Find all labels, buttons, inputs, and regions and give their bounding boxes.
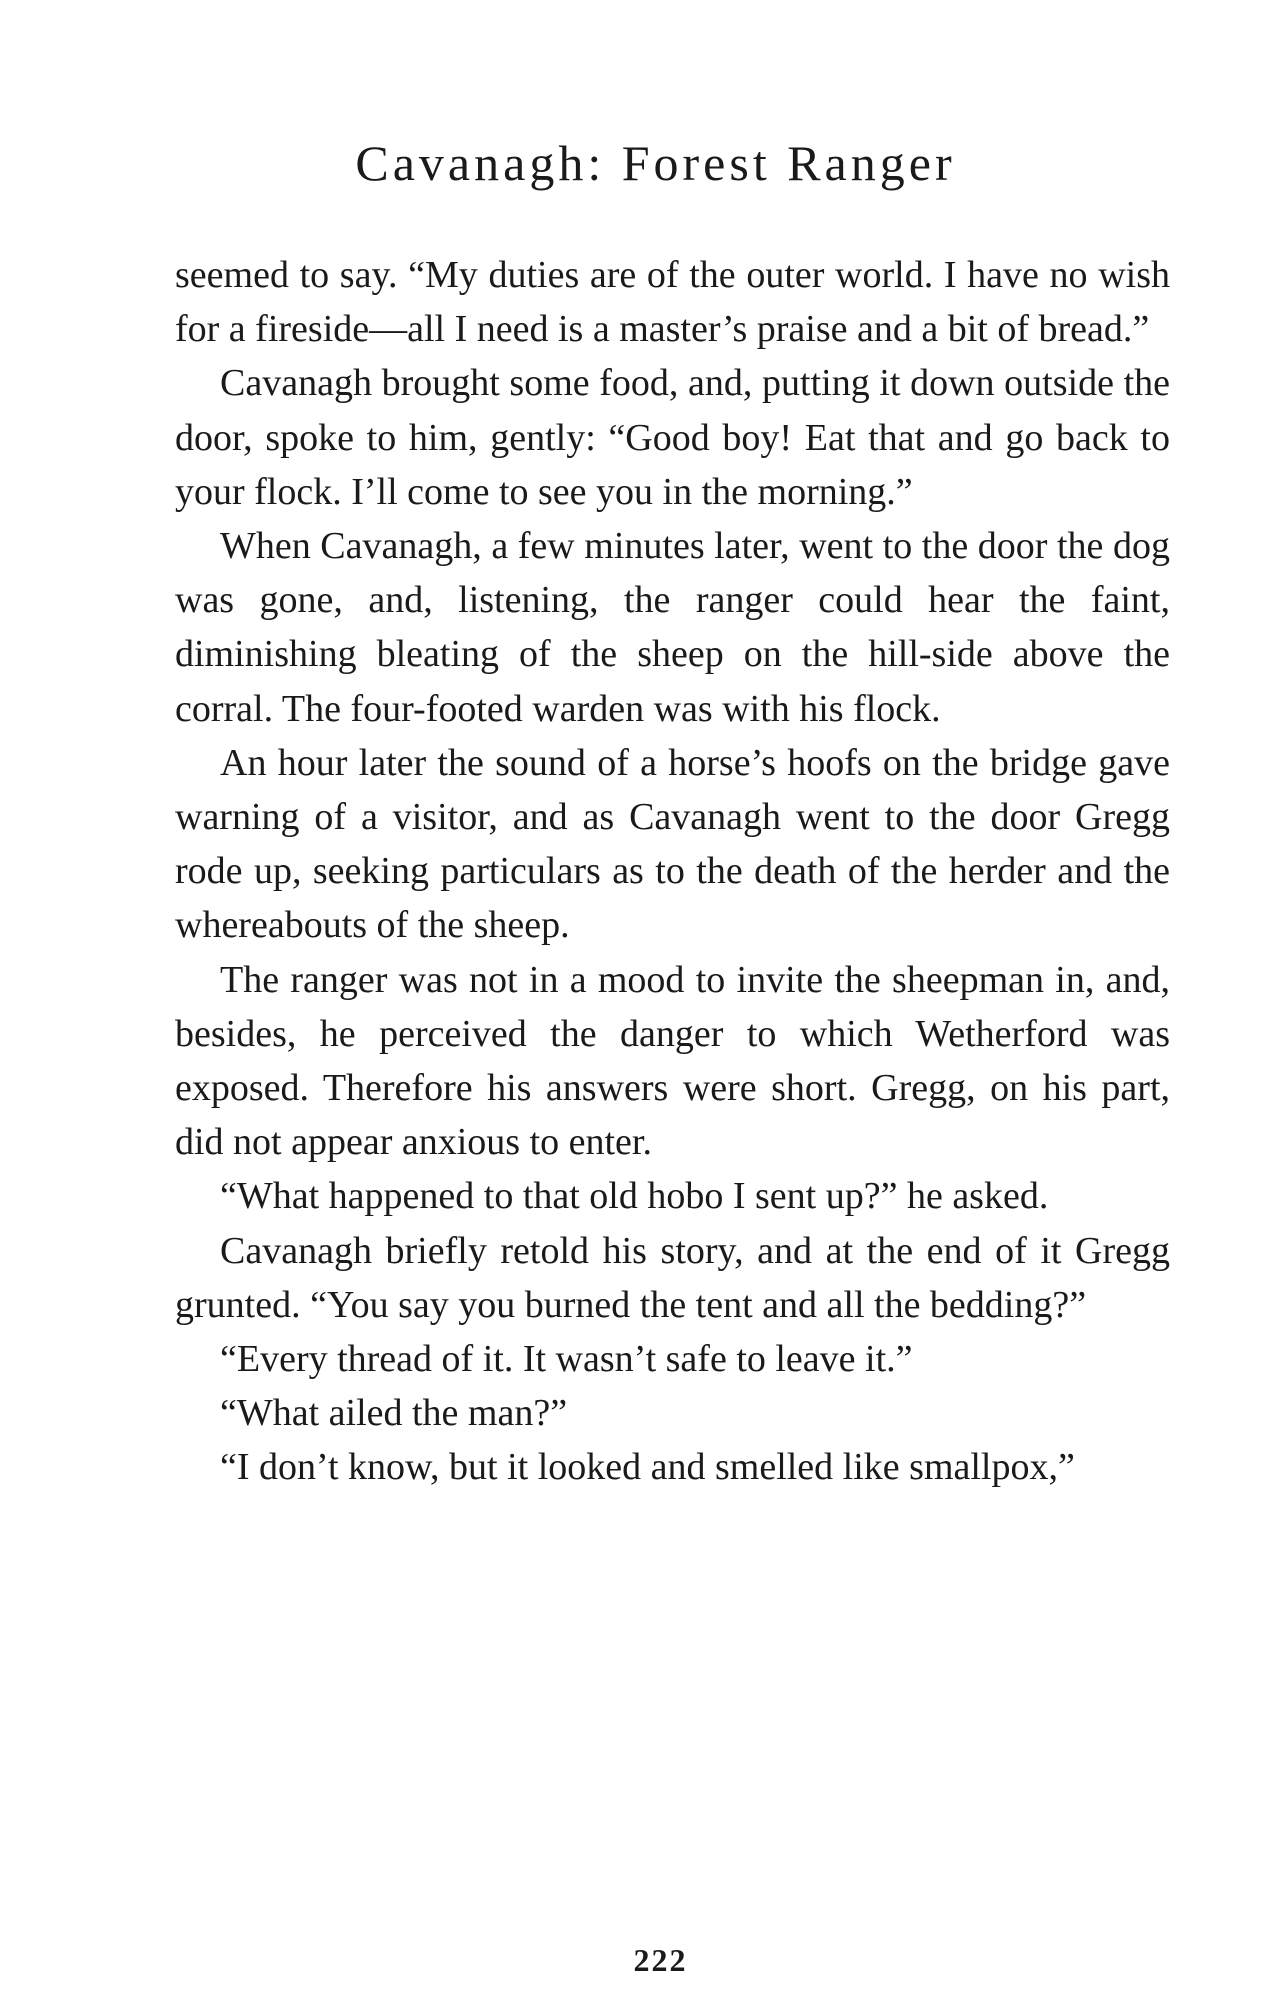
page-number: 222 — [633, 1942, 688, 1978]
body-text — [175, 248, 1170, 1495]
running-head: Cavanagh: Forest Ranger — [355, 135, 956, 191]
paragraph: “What happened to that old hobo I sent up?” he asked. — [220, 1175, 1049, 1218]
paragraph: When Cavanagh, a few minutes later, went to the door the dog was gone, and, listening, the ranger could hear the faint, diminishing bleating of the sheep on the hill-side above the corral. The four-footed warden was with his flock. — [175, 525, 1170, 730]
paragraph: “What ailed the man?” — [220, 1392, 568, 1435]
paragraph: The ranger was not in a mood to invite the sheepman in, and, besides, he perceived the danger to which Wetherford was exposed. Therefore his answers were short. Gregg, on his part, did not appear anxious to enter. — [175, 958, 1170, 1164]
paragraph: Cavanagh brought some food, and, putting it down outside the door, spoke to him, gently: “Good boy! Eat that and go back to your flock. I’ll come to see you in the morning.” — [175, 362, 1170, 513]
paragraph: Cavanagh briefly retold his story, and at the end of it Gregg grunted. “You say you burned the tent and all the bedding?” — [175, 1229, 1170, 1326]
paragraph-continued: seemed to say. “My duties are of the outer world. I have no wish for a fireside—all I need is a master’s praise and a bit of bread.” — [175, 254, 1170, 351]
paragraph: “I don’t know, but it looked and smelled like smallpox,” — [220, 1446, 1075, 1489]
paragraph: An hour later the sound of a horse’s hoofs on the bridge gave warning of a visitor, and as Cavanagh went to the door Gregg rode up, seeking particulars as to the death of the herder and the whereabouts of the sheep. — [175, 741, 1170, 947]
paragraph: “Every thread of it. It wasn’t safe to leave it.” — [220, 1338, 913, 1381]
